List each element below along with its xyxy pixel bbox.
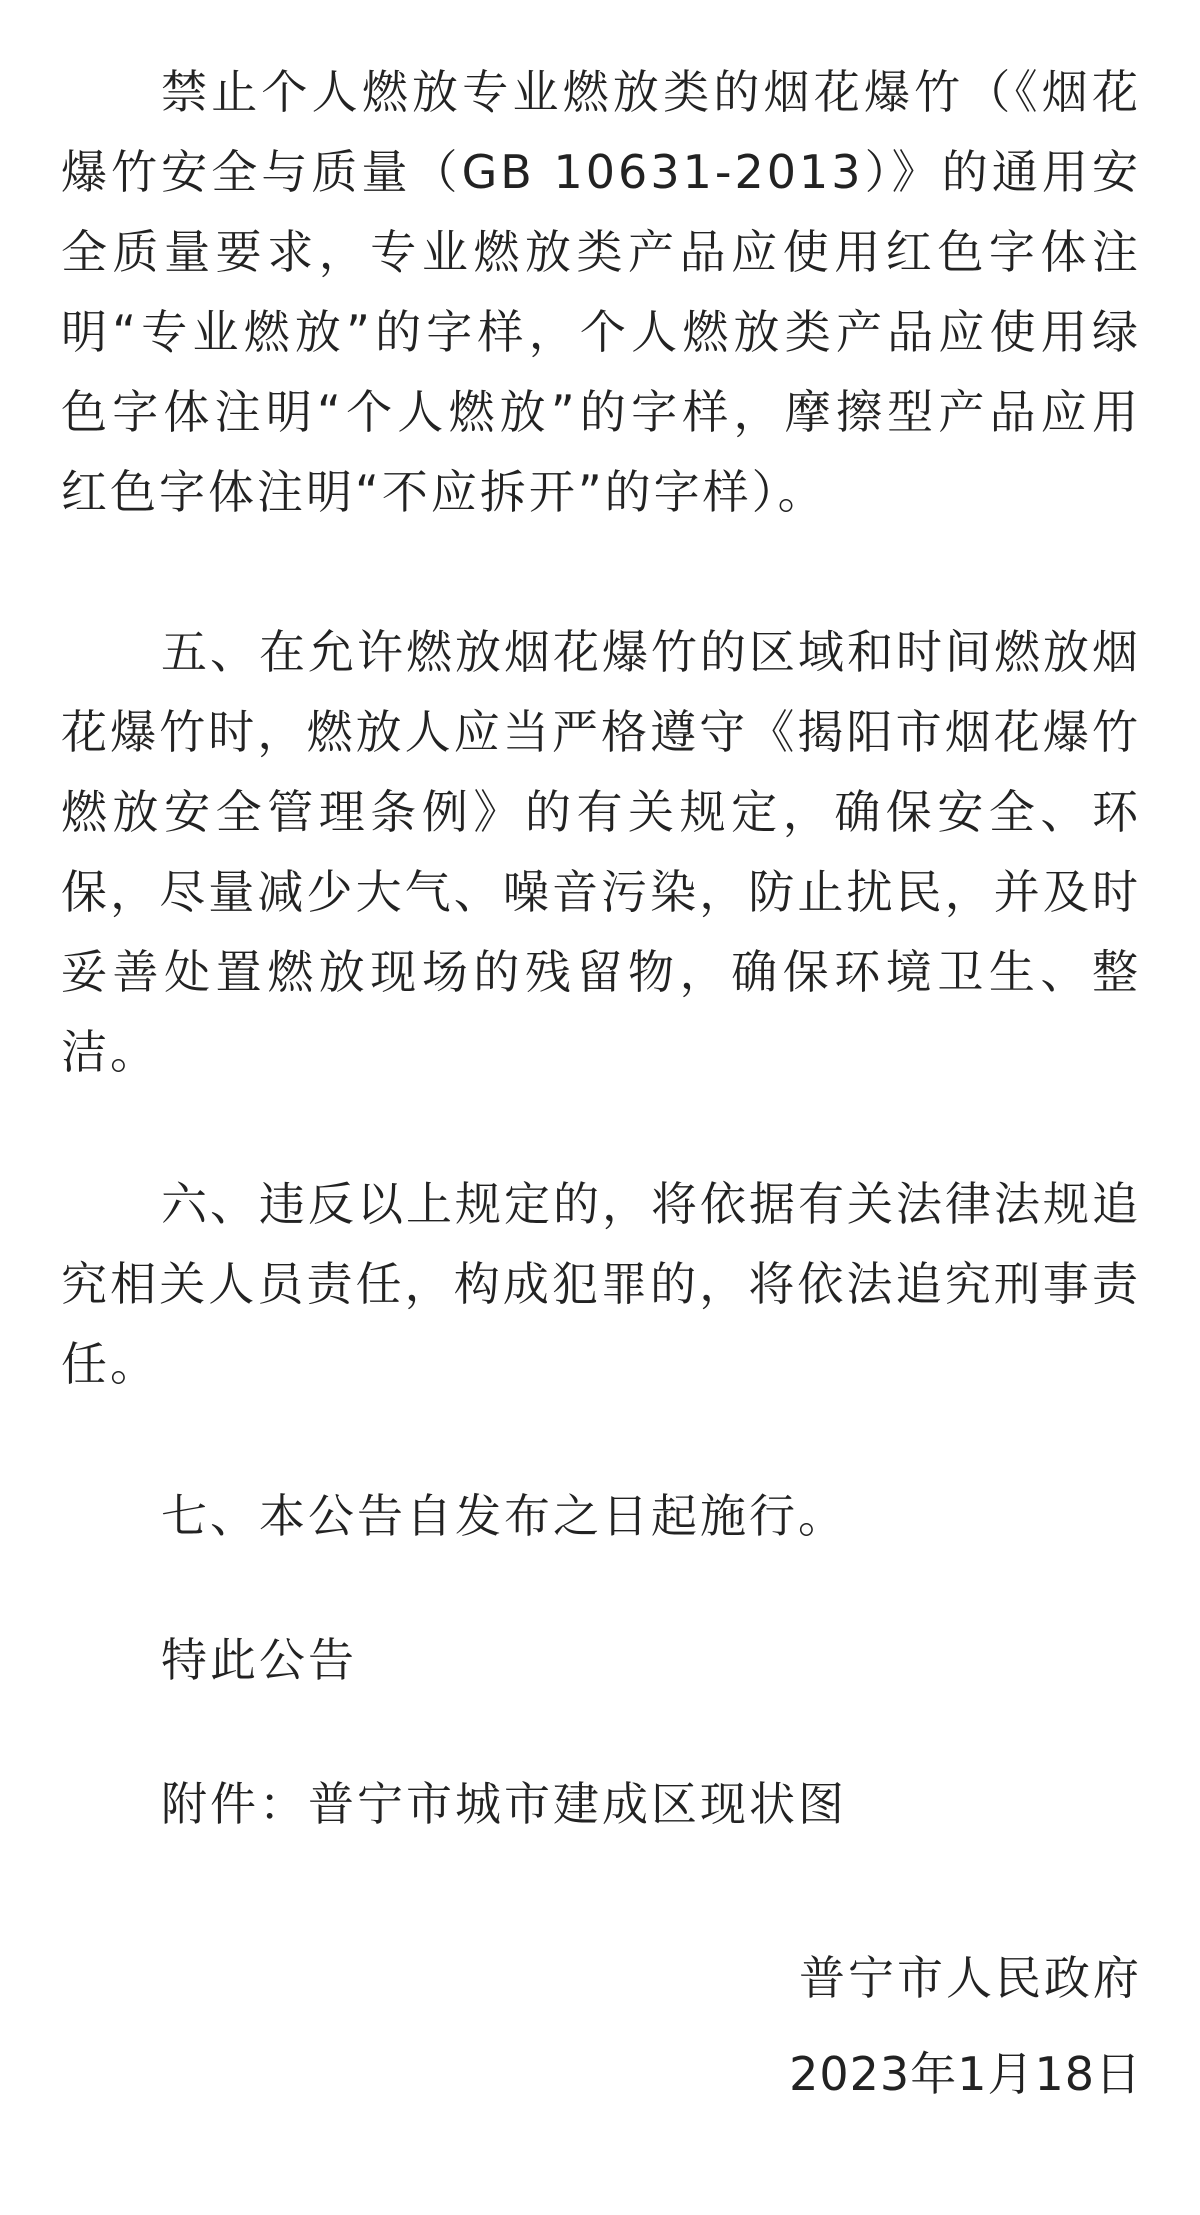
paragraph-fireworks-restriction: 禁止个人燃放专业燃放类的烟花爆竹（《烟花爆竹安全与质量（GB 10631-2013）》的通用安全质量要求，专业燃放类产品应使用红色字体注明“专业燃放”的字样，个人燃放类产品应使用绿色字体注明“个人燃放”的字样，摩擦型产品应用红色字体注明“不应拆开”的字样）。	[61, 65, 1141, 519]
paragraph-announcement-closing: 特此公告	[161, 1633, 357, 1687]
document-body	[61, 52, 1141, 1844]
signature-date: 2023年1月18日	[789, 2047, 1142, 2101]
paragraph-attachment: 附件：普宁市城市建成区现状图	[161, 1777, 847, 1831]
signature-organization: 普宁市人民政府	[799, 1951, 1142, 2005]
paragraph-seven-effective-date: 七、本公告自发布之日起施行。	[161, 1489, 847, 1543]
paragraph-five-safety-rules: 五、在允许燃放烟花爆竹的区域和时间燃放烟花爆竹时，燃放人应当严格遵守《揭阳市烟花爆竹燃放安全管理条例》的有关规定，确保安全、环保，尽量减少大气、噪音污染，防止扰民，并及时妥善处置燃放现场的残留物，确保环境卫生、整洁。	[61, 625, 1141, 1079]
paragraph-six-legal-liability: 六、违反以上规定的，将依据有关法律法规追究相关人员责任，构成犯罪的，将依法追究刑事责任。	[61, 1177, 1141, 1391]
